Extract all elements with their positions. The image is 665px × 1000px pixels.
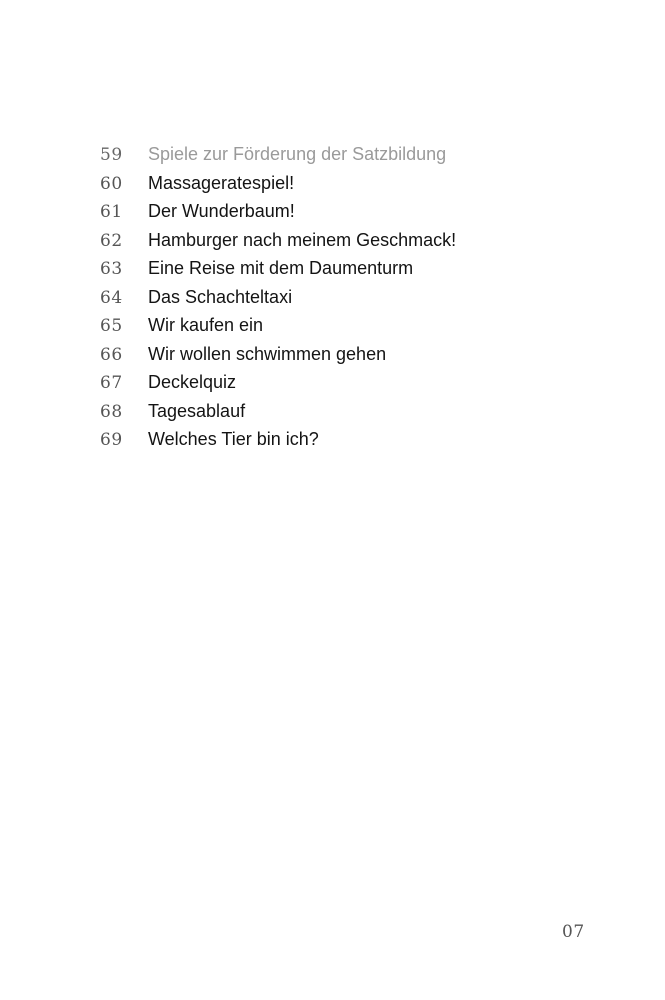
toc-entry [100, 368, 620, 397]
table-of-contents [100, 140, 620, 454]
toc-entry [100, 340, 620, 369]
toc-entry [100, 254, 620, 283]
toc-page-number: 61 [100, 202, 123, 222]
toc-page-number: 65 [100, 316, 123, 336]
toc-entry [100, 197, 620, 226]
toc-page-number: 59 [100, 145, 123, 165]
page-number: 07 [562, 922, 585, 942]
toc-entry-title: Massageratespiel! [148, 172, 295, 193]
toc-entry-title: Wir wollen schwimmen gehen [148, 343, 387, 364]
toc-entry-title: Hamburger nach meinem Geschmack! [148, 229, 457, 250]
toc-entry [100, 397, 620, 426]
toc-page-number: 62 [100, 230, 123, 251]
toc-entry [100, 226, 620, 255]
toc-page-number: 68 [100, 401, 123, 422]
toc-entry-title: Deckelquiz [148, 372, 237, 392]
toc-entry [100, 169, 620, 198]
toc-page-number: 64 [100, 287, 123, 308]
toc-entry-title: Wir kaufen ein [148, 315, 264, 335]
toc-entry [100, 425, 620, 454]
toc-entry-title: Der Wunderbaum! [148, 201, 295, 221]
toc-section-heading [100, 140, 620, 169]
toc-page-number: 66 [100, 344, 123, 365]
toc-section-title: Spiele zur Förderung der Satzbildung [148, 144, 447, 164]
toc-entry-title: Welches Tier bin ich? [148, 429, 319, 449]
toc-entry-title: Das Schachteltaxi [148, 286, 293, 307]
toc-entry [100, 283, 620, 312]
toc-entry-title: Eine Reise mit dem Daumenturm [148, 258, 414, 278]
toc-page-number: 60 [100, 173, 123, 194]
toc-page-number: 69 [100, 430, 123, 450]
toc-page-number: 63 [100, 259, 123, 279]
toc-entry [100, 311, 620, 340]
toc-page-number: 67 [100, 373, 123, 393]
toc-entry-title: Tagesablauf [148, 400, 246, 421]
